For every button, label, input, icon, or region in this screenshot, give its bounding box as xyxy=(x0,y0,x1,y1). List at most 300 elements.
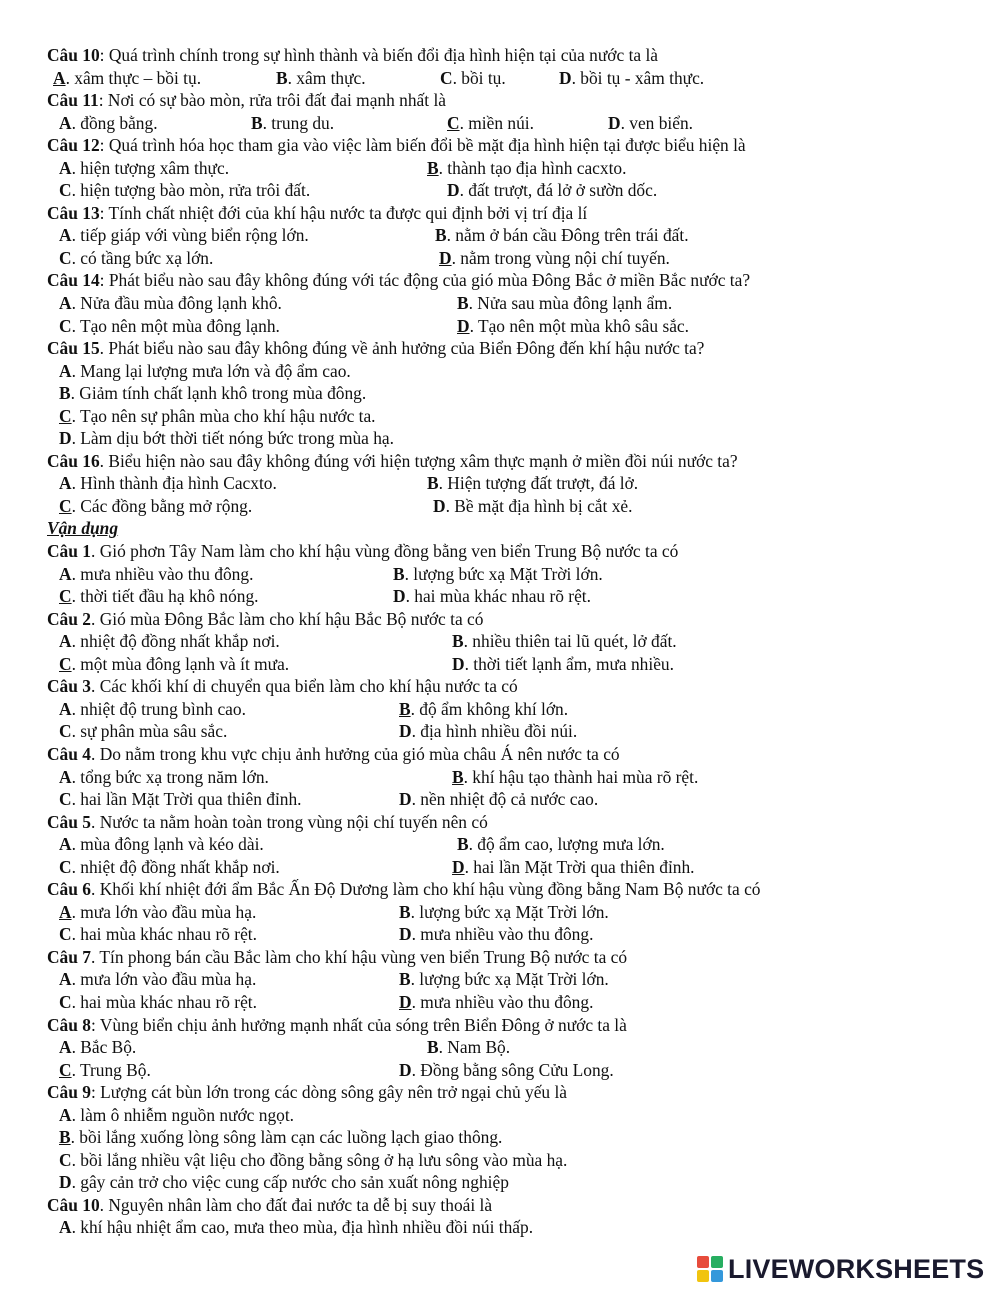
option-text: . Làm dịu bớt thời tiết nóng bức trong mùa hạ. xyxy=(71,428,395,449)
liveworksheets-logo-icon xyxy=(697,1256,723,1282)
answer-option-d[interactable] xyxy=(433,495,632,518)
option-text: . lượng bức xạ Mặt Trời lớn. xyxy=(410,969,609,990)
answer-option-b[interactable] xyxy=(393,563,603,586)
question-label: Câu 14 xyxy=(47,270,100,291)
option-row xyxy=(47,1216,967,1239)
option-letter: A xyxy=(59,157,72,178)
option-letter: B xyxy=(399,901,411,922)
question-text xyxy=(47,202,967,225)
option-text: . thời tiết lạnh ẩm, mưa nhiều. xyxy=(464,653,674,674)
option-letter: A xyxy=(53,67,66,88)
option-letter: B xyxy=(435,225,447,246)
option-row xyxy=(47,833,967,856)
answer-option-a[interactable] xyxy=(59,472,277,495)
option-row xyxy=(47,901,967,924)
option-text: . trung du. xyxy=(262,112,335,133)
option-letter: C xyxy=(59,653,72,674)
question-stem xyxy=(47,44,967,67)
option-text: . Giảm tính chất lạnh khô trong mùa đông. xyxy=(70,383,367,404)
answer-option-a[interactable] xyxy=(59,157,229,180)
option-row xyxy=(47,405,967,428)
option-text: . bồi lắng nhiều vật liệu cho đồng bằng sông ở hạ lưu sông vào mùa hạ. xyxy=(71,1149,568,1170)
option-text: . hai lần Mặt Trời qua thiên đỉnh. xyxy=(464,856,695,877)
question-separator: . xyxy=(90,608,100,629)
option-text: . khí hậu tạo thành hai mùa rõ rệt. xyxy=(463,766,699,787)
question-stem xyxy=(47,675,967,698)
option-text: . Hình thành địa hình Cacxto. xyxy=(71,473,277,494)
option-letter: D xyxy=(608,112,621,133)
answer-option-b[interactable] xyxy=(435,224,689,247)
question-separator: . xyxy=(99,338,109,359)
question-stem xyxy=(47,337,967,360)
question-body: Vùng biển chịu ảnh hưởng mạnh nhất của sóng trên Biển Đông ở nước ta là xyxy=(99,1014,627,1035)
option-text: . Tạo nên sự phân mùa cho khí hậu nước ta. xyxy=(71,405,376,426)
option-text: . hiện tượng bào mòn, rửa trôi đất. xyxy=(71,180,311,201)
option-letter: A xyxy=(59,1037,72,1058)
question-text xyxy=(47,540,967,563)
option-row xyxy=(47,1126,967,1149)
question-label: Câu 1 xyxy=(47,541,91,562)
option-letter: A xyxy=(59,473,72,494)
answer-option-c[interactable] xyxy=(59,653,289,676)
option-row xyxy=(47,1171,967,1194)
option-text: . mưa nhiều vào thu đông. xyxy=(71,563,254,584)
option-text: . nhiều thiên tai lũ quét, lở đất. xyxy=(463,631,677,652)
option-letter: A xyxy=(59,112,72,133)
answer-option-c[interactable] xyxy=(59,788,302,811)
option-text: . tiếp giáp với vùng biển rộng lớn. xyxy=(71,225,309,246)
question-label: Câu 4 xyxy=(47,743,91,764)
option-letter: C xyxy=(59,495,72,516)
answer-option-c[interactable] xyxy=(59,247,213,270)
answer-option-b[interactable] xyxy=(399,968,609,991)
question-body: Tín phong bán cầu Bắc làm cho khí hậu vùng ven biển Trung Bộ nước ta có xyxy=(99,946,628,967)
answer-option-d[interactable] xyxy=(393,585,591,608)
answer-option-d[interactable] xyxy=(59,1171,509,1194)
question-text xyxy=(47,743,967,766)
answer-option-b[interactable] xyxy=(59,1126,502,1149)
option-row xyxy=(47,360,967,383)
question-text xyxy=(47,269,967,292)
question-stem xyxy=(47,811,967,834)
option-text: . Mang lại lượng mưa lớn và độ ẩm cao. xyxy=(71,360,351,381)
answer-option-c[interactable] xyxy=(59,991,257,1014)
answer-option-a[interactable] xyxy=(59,968,256,991)
option-row xyxy=(47,1104,967,1127)
option-letter: D xyxy=(59,428,72,449)
option-text: . lượng bức xạ Mặt Trời lớn. xyxy=(410,901,609,922)
option-letter: C xyxy=(59,180,72,201)
question-body: Nguyên nhân làm cho đất đai nước ta dễ bị suy thoái là xyxy=(108,1194,493,1215)
option-letter: D xyxy=(399,789,412,810)
option-row xyxy=(47,630,967,653)
question-stem xyxy=(47,134,967,157)
question-stem xyxy=(47,608,967,631)
answer-option-c[interactable] xyxy=(59,720,227,743)
option-letter: C xyxy=(447,112,460,133)
option-text: . đất trượt, đá lở ở sườn dốc. xyxy=(459,180,658,201)
worksheet-document xyxy=(47,44,967,1239)
option-letter: A xyxy=(59,901,72,922)
answer-option-a[interactable] xyxy=(59,766,269,789)
question-separator: . xyxy=(90,811,100,832)
option-letter: C xyxy=(59,405,72,426)
question-separator: . xyxy=(90,743,100,764)
brand-name: LIVEWORKSHEETS xyxy=(728,1253,985,1284)
option-letter: B xyxy=(427,1037,439,1058)
answer-option-c[interactable] xyxy=(59,1149,567,1172)
question-body: Quá trình chính trong sự hình thành và biến đổi địa hình hiện tại của nước ta là xyxy=(108,45,659,65)
option-letter: A xyxy=(59,293,72,314)
option-text: . lượng bức xạ Mặt Trời lớn. xyxy=(404,563,603,584)
question-text xyxy=(47,1194,967,1217)
option-text: . nhiệt độ đồng nhất khắp nơi. xyxy=(71,856,280,877)
question-separator: . xyxy=(99,1194,109,1215)
option-row xyxy=(47,991,967,1014)
question-text xyxy=(47,878,967,901)
option-text: . độ ẩm cao, lượng mưa lớn. xyxy=(468,834,665,855)
option-letter: A xyxy=(59,563,72,584)
question-label: Câu 8 xyxy=(47,1014,91,1035)
option-text: . bồi tụ. xyxy=(452,67,506,88)
option-row xyxy=(47,766,967,789)
option-letter: B xyxy=(427,473,439,494)
question-label: Câu 16 xyxy=(47,450,100,471)
option-letter: C xyxy=(59,856,72,877)
answer-option-d[interactable] xyxy=(399,991,593,1014)
option-text: . xâm thực. xyxy=(287,67,366,88)
option-text: . mưa lớn vào đầu mùa hạ. xyxy=(71,901,257,922)
logo-square xyxy=(711,1270,723,1282)
question-separator: . xyxy=(99,450,109,471)
question-text xyxy=(47,608,967,631)
option-row xyxy=(47,856,967,879)
answer-option-a[interactable] xyxy=(59,1216,533,1239)
option-letter: A xyxy=(59,631,72,652)
answer-option-c[interactable] xyxy=(59,495,252,518)
answer-option-b[interactable] xyxy=(399,901,609,924)
question-stem xyxy=(47,450,967,473)
answer-option-c[interactable] xyxy=(59,179,310,202)
answer-option-b[interactable] xyxy=(427,472,638,495)
answer-option-b[interactable] xyxy=(59,382,366,405)
option-letter: B xyxy=(457,293,469,314)
answer-option-b[interactable] xyxy=(452,630,677,653)
option-text: . Hiện tượng đất trượt, đá lở. xyxy=(438,473,639,494)
option-text: . Tạo nên một mùa đông lạnh. xyxy=(71,315,280,336)
answer-option-d[interactable] xyxy=(399,788,598,811)
question-label: Câu 9 xyxy=(47,1082,91,1103)
question-label: Câu 3 xyxy=(47,676,91,697)
question-body: Tính chất nhiệt đới của khí hậu nước ta được qui định bởi vị trí địa lí xyxy=(108,202,588,223)
answer-option-d[interactable] xyxy=(399,720,577,743)
question-stem xyxy=(47,878,967,901)
option-text: . nhiệt độ đồng nhất khắp nơi. xyxy=(71,631,280,652)
answer-option-a[interactable] xyxy=(59,112,158,135)
answer-option-c[interactable] xyxy=(447,112,534,135)
question-label: Câu 10 xyxy=(47,45,100,65)
liveworksheets-brand xyxy=(697,1252,984,1286)
question-stem xyxy=(47,743,967,766)
question-body: Phát biểu nào sau đây không đúng với tác động của gió mùa Đông Bắc ở miền Bắc nước ta? xyxy=(108,270,751,291)
option-letter: D xyxy=(457,315,470,336)
option-letter: C xyxy=(59,586,72,607)
answer-option-a[interactable] xyxy=(59,901,256,924)
question-label: Câu 5 xyxy=(47,811,91,832)
option-text: . địa hình nhiều đồi núi. xyxy=(411,721,578,742)
question-separator: : xyxy=(99,135,109,156)
question-text xyxy=(47,811,967,834)
option-letter: D xyxy=(452,856,465,877)
question-stem xyxy=(47,1194,967,1217)
question-text xyxy=(47,337,967,360)
option-text: . mưa nhiều vào thu đông. xyxy=(411,991,594,1012)
answer-option-d[interactable] xyxy=(399,1059,614,1082)
option-text: . làm ô nhiễm nguồn nước ngọt. xyxy=(71,1104,295,1125)
option-letter: D xyxy=(447,180,460,201)
question-text xyxy=(47,675,967,698)
option-text: . hai mùa khác nhau rõ rệt. xyxy=(405,586,591,607)
question-text xyxy=(47,44,967,67)
option-text: . Đồng bằng sông Cửu Long. xyxy=(411,1059,614,1080)
question-label: Câu 11 xyxy=(47,90,99,111)
answer-option-d[interactable] xyxy=(457,315,689,338)
option-text: . Trung Bộ. xyxy=(71,1059,151,1080)
question-body: Biểu hiện nào sau đây không đúng với hiện tượng xâm thực mạnh ở miền đồi núi nước ta? xyxy=(108,450,738,471)
answer-option-c[interactable] xyxy=(59,585,259,608)
answer-option-a[interactable] xyxy=(59,224,309,247)
question-body: Nơi có sự bào mòn, rửa trôi đất đai mạnh nhất là xyxy=(107,90,447,111)
answer-option-b[interactable] xyxy=(452,766,698,789)
answer-option-c[interactable] xyxy=(59,856,280,879)
option-text: . độ ẩm không khí lớn. xyxy=(410,698,569,719)
option-text: . Nam Bộ. xyxy=(438,1037,511,1058)
answer-option-d[interactable] xyxy=(447,179,657,202)
option-text: . mưa nhiều vào thu đông. xyxy=(411,924,594,945)
answer-option-a[interactable] xyxy=(59,833,264,856)
answer-option-a[interactable] xyxy=(59,292,282,315)
option-row xyxy=(47,585,967,608)
option-row xyxy=(47,1059,967,1082)
question-text xyxy=(47,946,967,969)
question-stem xyxy=(47,269,967,292)
option-text: . nền nhiệt độ cả nước cao. xyxy=(411,789,599,810)
answer-option-a[interactable] xyxy=(59,630,280,653)
option-letter: A xyxy=(59,1217,72,1238)
answer-option-a[interactable] xyxy=(59,1104,294,1127)
option-row xyxy=(47,67,967,90)
option-letter: B xyxy=(399,969,411,990)
option-text: . sự phân mùa sâu sắc. xyxy=(71,721,228,742)
option-text: . nhiệt độ trung bình cao. xyxy=(71,698,246,719)
option-text: . Tạo nên một mùa khô sâu sắc. xyxy=(469,315,689,336)
answer-option-c[interactable] xyxy=(59,1059,151,1082)
option-row xyxy=(47,653,967,676)
option-letter: A xyxy=(59,969,72,990)
option-letter: D xyxy=(439,247,452,268)
option-text: . thời tiết đầu hạ khô nóng. xyxy=(71,586,259,607)
question-label: Câu 10 xyxy=(47,1194,100,1215)
question-body: Quá trình hóa học tham gia vào việc làm biến đổi bề mặt địa hình hiện tại được biểu hiện là xyxy=(108,135,746,156)
option-letter: C xyxy=(59,247,72,268)
answer-option-c[interactable] xyxy=(59,315,280,338)
option-row xyxy=(47,472,967,495)
option-text: . hai lần Mặt Trời qua thiên đỉnh. xyxy=(71,789,302,810)
question-body: Do nằm trong khu vực chịu ảnh hưởng của gió mùa châu Á nên nước ta có xyxy=(99,743,620,764)
question-label: Câu 2 xyxy=(47,608,91,629)
logo-square xyxy=(711,1256,723,1268)
question-stem xyxy=(47,946,967,969)
option-text: . mùa đông lạnh và kéo dài. xyxy=(71,834,264,855)
option-row xyxy=(47,224,967,247)
option-letter: B xyxy=(276,67,288,88)
option-letter: C xyxy=(59,721,72,742)
option-letter: D xyxy=(399,991,412,1012)
option-letter: B xyxy=(457,834,469,855)
answer-option-d[interactable] xyxy=(439,247,670,270)
question-text xyxy=(47,1081,967,1104)
answer-option-b[interactable] xyxy=(427,157,626,180)
option-text: . bồi tụ - xâm thực. xyxy=(571,67,705,88)
option-row xyxy=(47,382,967,405)
option-letter: D xyxy=(559,67,572,88)
answer-option-d[interactable] xyxy=(608,112,693,135)
answer-option-d[interactable] xyxy=(59,427,394,450)
answer-option-b[interactable] xyxy=(399,698,568,721)
question-text xyxy=(47,1014,967,1037)
option-text: . Bề mặt địa hình bị cắt xẻ. xyxy=(445,495,633,516)
question-text xyxy=(47,134,967,157)
question-body: Gió mùa Đông Bắc làm cho khí hậu Bắc Bộ nước ta có xyxy=(99,608,484,629)
question-label: Câu 6 xyxy=(47,879,91,900)
question-separator: . xyxy=(90,541,100,562)
option-text: . một mùa đông lạnh và ít mưa. xyxy=(71,653,290,674)
answer-option-b[interactable] xyxy=(457,833,665,856)
option-letter: B xyxy=(399,698,411,719)
question-stem xyxy=(47,1081,967,1104)
option-text: . nằm ở bán cầu Đông trên trái đất. xyxy=(446,225,689,246)
answer-option-a[interactable] xyxy=(59,1036,136,1059)
answer-option-a[interactable] xyxy=(59,563,253,586)
answer-option-c[interactable] xyxy=(59,405,376,428)
question-body: Nước ta nằm hoàn toàn trong vùng nội chí tuyến nên có xyxy=(99,811,488,832)
option-row xyxy=(47,427,967,450)
option-text: . hai mùa khác nhau rõ rệt. xyxy=(71,924,257,945)
option-text: . xâm thực – bồi tụ. xyxy=(65,67,202,88)
option-row xyxy=(47,292,967,315)
option-row xyxy=(47,157,967,180)
section-heading-row xyxy=(47,517,967,540)
question-label: Câu 7 xyxy=(47,946,91,967)
option-text: . tổng bức xạ trong năm lớn. xyxy=(71,766,269,787)
option-row xyxy=(47,1149,967,1172)
question-stem xyxy=(47,540,967,563)
option-letter: A xyxy=(59,360,72,381)
option-letter: B xyxy=(59,383,71,404)
option-letter: D xyxy=(433,495,446,516)
question-separator: : xyxy=(99,270,109,291)
question-body: Phát biểu nào sau đây không đúng về ảnh hưởng của Biển Đông đến khí hậu nước ta? xyxy=(108,338,705,359)
question-separator: . xyxy=(90,879,100,900)
answer-option-a[interactable] xyxy=(59,698,246,721)
question-stem xyxy=(47,202,967,225)
question-separator: . xyxy=(90,676,100,697)
answer-option-d[interactable] xyxy=(452,856,695,879)
option-letter: B xyxy=(452,766,464,787)
section-title: Vận dụng xyxy=(47,518,119,539)
answer-option-d[interactable] xyxy=(399,923,593,946)
option-row xyxy=(47,112,967,135)
option-letter: D xyxy=(399,924,412,945)
option-text: . Các đồng bằng mở rộng. xyxy=(71,495,253,516)
question-body: Gió phơn Tây Nam làm cho khí hậu vùng đồng bằng ven biển Trung Bộ nước ta có xyxy=(99,541,679,562)
option-letter: B xyxy=(452,631,464,652)
option-text: . Nửa đầu mùa đông lạnh khô. xyxy=(71,293,282,314)
option-letter: C xyxy=(59,924,72,945)
answer-option-c[interactable] xyxy=(59,923,257,946)
option-row xyxy=(47,968,967,991)
question-separator: : xyxy=(99,202,109,223)
answer-option-d[interactable] xyxy=(452,653,674,676)
answer-option-b[interactable] xyxy=(276,67,366,90)
option-row xyxy=(47,495,967,518)
option-text: . hai mùa khác nhau rõ rệt. xyxy=(71,991,257,1012)
option-letter: C xyxy=(59,1149,72,1170)
question-separator: : xyxy=(99,45,109,65)
option-letter: C xyxy=(59,1059,72,1080)
option-letter: B xyxy=(427,157,439,178)
option-text: . mưa lớn vào đầu mùa hạ. xyxy=(71,969,257,990)
answer-option-b[interactable] xyxy=(427,1036,510,1059)
option-row xyxy=(47,315,967,338)
question-stem xyxy=(47,89,967,112)
option-text: . thành tạo địa hình cacxto. xyxy=(438,157,627,178)
answer-option-b[interactable] xyxy=(251,112,334,135)
question-text xyxy=(47,89,967,112)
answer-option-b[interactable] xyxy=(457,292,672,315)
question-label: Câu 15 xyxy=(47,338,100,359)
answer-option-a[interactable] xyxy=(59,360,351,383)
answer-option-c[interactable] xyxy=(440,67,506,90)
question-separator: . xyxy=(90,946,100,967)
option-text: . Bắc Bộ. xyxy=(71,1037,137,1058)
logo-square xyxy=(697,1270,709,1282)
answer-option-a[interactable] xyxy=(53,67,201,90)
option-row xyxy=(47,788,967,811)
option-letter: D xyxy=(393,586,406,607)
option-row xyxy=(47,1036,967,1059)
option-letter: A xyxy=(59,1104,72,1125)
option-text: . gây cản trở cho việc cung cấp nước cho sản xuất nông nghiệp xyxy=(71,1172,509,1193)
option-letter: A xyxy=(59,766,72,787)
option-row xyxy=(47,720,967,743)
question-label: Câu 13 xyxy=(47,202,100,223)
option-letter: C xyxy=(59,789,72,810)
option-row xyxy=(47,247,967,270)
question-separator: : xyxy=(98,90,108,111)
option-letter: C xyxy=(59,315,72,336)
option-letter: B xyxy=(393,563,405,584)
option-letter: D xyxy=(452,653,465,674)
option-text: . Nửa sau mùa đông lạnh ẩm. xyxy=(468,293,673,314)
option-letter: C xyxy=(59,991,72,1012)
question-stem xyxy=(47,1014,967,1037)
answer-option-d[interactable] xyxy=(559,67,704,90)
logo-square xyxy=(697,1256,709,1268)
option-text: . có tầng bức xạ lớn. xyxy=(71,247,214,268)
question-separator: : xyxy=(90,1014,100,1035)
option-letter: A xyxy=(59,225,72,246)
